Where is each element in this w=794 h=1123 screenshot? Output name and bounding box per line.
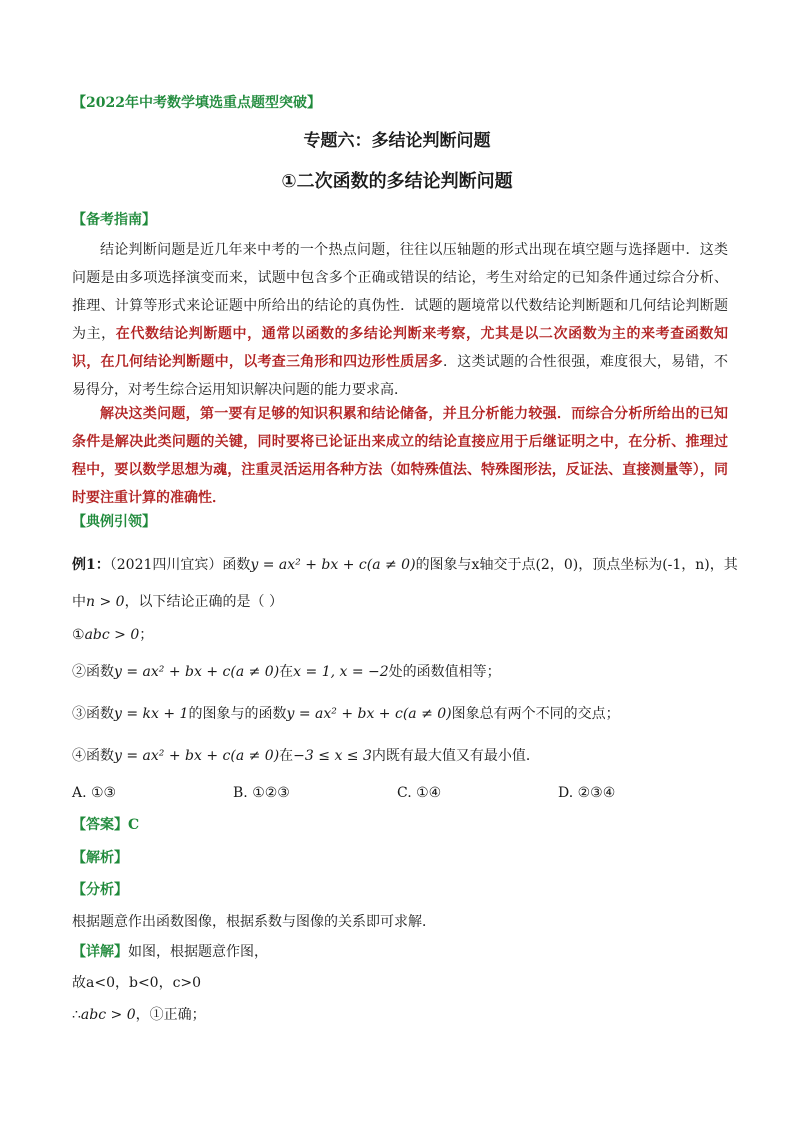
statement-3-mid: 的图象与的函数 [188,706,287,722]
guide-paragraph-1 [72,236,728,404]
question-text-prefix: 中 [72,594,86,610]
option-d: D. ②③④ [558,785,616,801]
statement-4-end: 内既有最大值又有最小值． [371,748,540,764]
conclusion-end: ，①正确； [135,1007,206,1023]
statement-4-mid: 在 [279,748,294,764]
subtopic-title: ①二次函数的多结论判断问题 [281,171,513,192]
statement-2-end: 处的函数值相等； [388,664,501,680]
detail-line [72,942,268,962]
statement-3-num: ③函数 [72,706,114,722]
statement-1-expr: abc > 0 [84,627,140,643]
answer-line: 【答案】C [72,817,140,833]
statement-4-range: −3 ≤ x ≤ 3 [293,748,372,764]
option-a: A. ①③ [72,785,117,801]
topic-title: 专题六：多结论判断问题 [303,131,491,151]
question-1-line-1 [72,555,738,575]
statement-2-num: ②函数 [72,664,114,680]
statement-3-line: y = kx + 1 [114,706,189,722]
statement-4 [72,746,540,766]
therefore-symbol: ∴ [72,1007,81,1023]
statement-1 [72,625,153,645]
statement-2-mid: 在 [279,664,294,680]
statement-2-func: y = ax² + bx + c(a ≠ 0) [114,664,280,680]
examples-heading: 【典例引领】 [72,514,156,530]
question-text-a: 的图象与x轴交于点(2，0)，顶点坐标为(-1，n)，其 [415,557,738,573]
question-n-condition: n > 0 [86,594,125,610]
analysis-heading: 【解析】 [72,850,128,866]
guide-p1-red: 在代数结论判断题中，通常以函数的多结论判断来考察，尤其是以二次函数为主的来考查函数知识，在几何结论判断题中，以考查三角形和四边形性质居多 [72,326,729,370]
statement-3-end: 图象总有两个不同的交点； [451,706,620,722]
option-c: C. ①④ [397,785,442,801]
fenxi-heading: 【分析】 [72,882,128,898]
statement-1-num: ① [72,627,85,643]
fenxi-text: 根据题意作出函数图像，根据系数与图像的关系即可求解． [72,914,436,930]
question-text-b: ，以下结论正确的是（ ） [124,594,284,610]
statement-3 [72,704,620,724]
statement-4-num: ④函数 [72,748,114,764]
conclusion-expr: abc > 0 [80,1007,136,1023]
statement-2 [72,662,501,682]
guide-p1-normal-b: ．这类试题的合性很强，难度很大，易错，不易得分，对考生综合运用知识解决问题的能力要求高． [72,354,729,398]
question-function: y = ax² + bx + c(a ≠ 0) [250,557,416,573]
statement-4-func: y = ax² + bx + c(a ≠ 0) [114,748,280,764]
guide-p1-normal-a: 结论判断问题是近几年来中考的一个热点问题，往往以压轴题的形式出现在填空题与选择题中．这类问题是由多项选择演变而来，试题中包含多个正确或错误的结论，考生对给定的已知条件通过综合分析、推理、计算等形式来论证题中所给出的结论的真伪性．试题的题境常以代数结论判断题和几何结论判断题为主， [72,242,728,342]
question-1-line-2 [72,592,283,612]
option-b: B. ①②③ [233,785,290,801]
statement-2-x: x = 1, x = −2 [293,664,389,680]
conclusion-line [72,1005,206,1025]
detail-label: 【详解】 [72,944,128,960]
question-label: 例1： [72,557,110,573]
guide-heading: 【备考指南】 [72,212,156,228]
question-source: （2021四川宜宾）函数 [109,557,251,573]
signs-line: 故a<0，b<0，c>0 [72,975,202,991]
statement-3-func: y = ax² + bx + c(a ≠ 0) [286,706,452,722]
series-tag: 【2022年中考数学填选重点题型突破】 [72,95,321,111]
statement-1-end: ； [139,627,154,643]
detail-text: 如图，根据题意作图， [128,944,268,960]
guide-paragraph-2: 解决这类问题，第一要有足够的知识积累和结论储备，并且分析能力较强．而综合分析所给出的已知条件是解决此类问题的关键，同时要将已论证出来成立的结论直接应用于后继证明之中，在分析、推理过程中，要以数学思想为魂，注重灵活运用各种方法（如特殊值法、特殊图形法，反证法、直接测量等），同时要注重计算的准确性． [72,406,728,506]
